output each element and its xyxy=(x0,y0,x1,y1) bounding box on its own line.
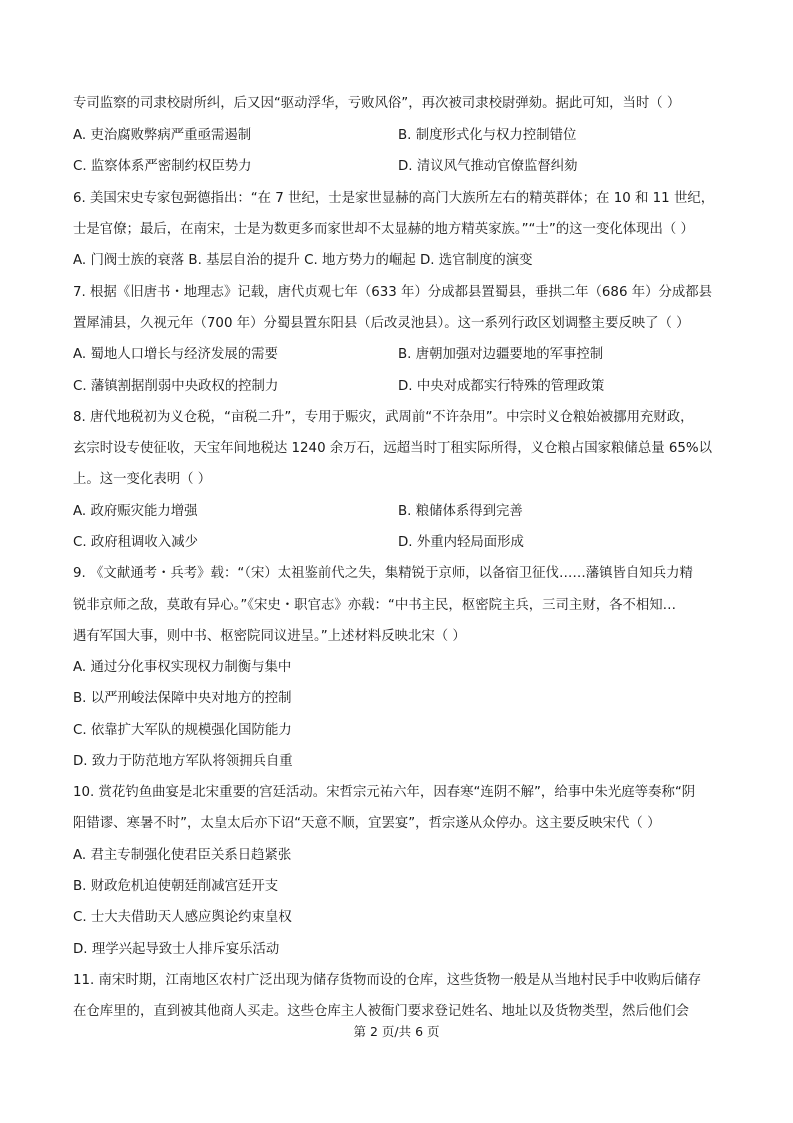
q9-option-d: D. 致力于防范地方军队将领拥兵自重 xyxy=(73,754,293,769)
question-11-stem: 在仓库里的，直到被其他商人买走。这些仓库主人被衙门要求登记姓名、地址以及货物类型，然后他们会 xyxy=(73,1004,689,1019)
q9-option-c: C. 依靠扩大军队的规模强化国防能力 xyxy=(73,723,292,738)
q5-option-b: B. 制度形式化与权力控制错位 xyxy=(398,128,577,143)
q9-option-a: A. 通过分化事权实现权力制衡与集中 xyxy=(73,660,292,675)
q5-option-c: C. 监察体系严密制约权臣势力 xyxy=(73,159,252,174)
question-7-stem: 7. 根据《旧唐书・地理志》记载，唐代贞观七年（633 年）分成都县置蜀县，垂拱二年（686 年）分成都县 xyxy=(73,285,713,300)
question-6-stem: 士是官僚；最后，在南宋，士是为数更多而家世却不太显赫的地方精英家族。”“士”的这一变化体现出（ ） xyxy=(73,222,694,237)
q8-option-b: B. 粮储体系得到完善 xyxy=(398,504,523,519)
question-5-stem-tail: 专司监察的司隶校尉所纠，后又因“驱动浮华，亏败风俗”，再次被司隶校尉弹劾。据此可知，当时（ ） xyxy=(73,96,681,111)
question-8-stem: 8. 唐代地税初为义仓税，“亩税二升”，专用于赈灾，武周前“不许杂用”。中宗时义仓粮始被挪用充财政， xyxy=(73,410,694,425)
question-10-stem: 10. 赏花钓鱼曲宴是北宋重要的宫廷活动。宋哲宗元祐六年，因春寒“连阴不解”，给事中朱光庭等奏称“阴 xyxy=(73,785,696,800)
q5-option-a: A. 吏治腐败弊病严重亟需遏制 xyxy=(73,128,252,143)
q10-option-c: C. 士大夫借助天人感应舆论约束皇权 xyxy=(73,910,292,925)
q10-option-d: D. 理学兴起导致士人排斥宴乐活动 xyxy=(73,942,280,957)
question-6-stem: 6. 美国宋史专家包弼德指出：“在 7 世纪，士是家世显赫的高门大族所左右的精英群体；在 10 和 11 世纪， xyxy=(73,191,715,206)
q9-option-b: B. 以严刑峻法保障中央对地方的控制 xyxy=(73,691,292,706)
q10-option-b: B. 财政危机迫使朝廷削减宫廷开支 xyxy=(73,879,279,894)
q8-option-d: D. 外重内轻局面形成 xyxy=(398,535,524,550)
question-8-stem: 上。这一变化表明（ ） xyxy=(73,472,212,487)
page-number: 第 2 页/共 6 页 xyxy=(353,1024,440,1039)
q5-option-d: D. 清议风气推动官僚监督纠劾 xyxy=(398,159,578,174)
q7-option-d: D. 中央对成都实行特殊的管理政策 xyxy=(398,379,605,394)
question-9-stem: 遇有军国大事，则中书、枢密院同议进呈。”上述材料反映北宋（ ） xyxy=(73,629,466,644)
question-10-stem: 阳错谬、寒暑不时”，太皇太后亦下诏“天意不顺，宜罢宴”，哲宗遂从众停办。这主要反映宋代（ ） xyxy=(73,816,661,831)
q7-option-a: A. 蜀地人口增长与经济发展的需要 xyxy=(73,347,278,362)
q7-option-c: C. 藩镇割据削弱中央政权的控制力 xyxy=(73,379,279,394)
question-9-stem: 9. 《文献通考・兵考》载：“（宋）太祖鉴前代之失，集精锐于京师，以备宿卫征伐……藩镇皆自知兵力精 xyxy=(73,566,693,581)
question-9-stem: 锐非京师之敌，莫敢有异心。”《宋史・职官志》亦载：“中书主民，枢密院主兵，三司主财，各不相知… xyxy=(73,598,677,613)
question-7-stem: 置犀浦县，久视元年（700 年）分蜀县置东阳县（后改灵池县）。这一系列行政区划调整主要反映了（ ） xyxy=(73,316,690,331)
q6-options: A. 门阀士族的衰落 B. 基层自治的提升 C. 地方势力的崛起 D. 选官制度的演变 xyxy=(73,253,533,268)
q8-option-c: C. 政府租调收入减少 xyxy=(73,535,198,550)
q10-option-a: A. 君主专制强化使君臣关系日趋紧张 xyxy=(73,848,292,863)
q8-option-a: A. 政府赈灾能力增强 xyxy=(73,504,198,519)
question-11-stem: 11. 南宋时期，江南地区农村广泛出现为储存货物而设的仓库，这些货物一般是从当地村民手中收购后储存 xyxy=(73,973,702,988)
question-8-stem: 玄宗时设专使征收，天宝年间地税达 1240 余万石，远超当时丁租实际所得，义仓粮占国家粮储总量 65%以 xyxy=(73,441,713,456)
q7-option-b: B. 唐朝加强对边疆要地的军事控制 xyxy=(398,347,604,362)
